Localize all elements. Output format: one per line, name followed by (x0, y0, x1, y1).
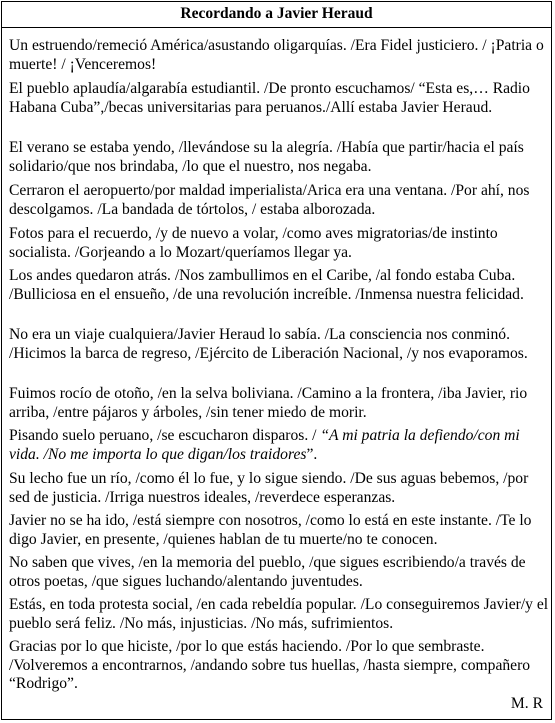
stanza-5: Fotos para el recuerdo, /y de nuevo a volar, /como aves migratorias/de instinto socialista. /Gorjeando a lo Mozart/queríamos llegar ya. (9, 225, 498, 261)
stanza-9-lead: Pisando suelo peruano, /se escucharon disparos. / (9, 427, 321, 444)
stanza-7: No era un viaje cualquiera/Javier Heraud lo sabía. /La consciencia nos conminó. /Hicimos la barca de regreso, /Ejército de Liberación Nacional, /y nos evaporamos. (9, 326, 528, 362)
poem-document (1, 1, 552, 720)
title-divider (2, 27, 551, 28)
stanza-6: Los andes quedaron atrás. /Nos zambullimos en el Caribe, /al fondo estaba Cuba. /Bulliciosa en el ensueño, /de una revolución increíble. /Inmensa nuestra felicidad. (9, 267, 524, 303)
stanza-1: Un estruendo/remeció América/asustando oligarquías. /Era Fidel justiciero. / ¡Patria o muerte! / ¡Venceremos! (9, 37, 544, 73)
stanza-2: El pueblo aplaudía/algarabía estudiantil. /De pronto escuchamos/ “Esta es,… Radio Habana Cuba”,/becas universitarias para peruanos./Allí estaba Javier Heraud. (9, 80, 530, 116)
stanza-13: Estás, en toda protesta social, /en cada rebeldía popular. /Lo conseguiremos Javier/y el pueblo será feliz. /No más, injusticias. /No más, sufrimientos. (9, 596, 549, 632)
stanza-8: Fuimos rocío de otoño, /en la selva boliviana. /Camino a la frontera, /iba Javier, rio arriba, /entre pájaros y árboles, /sin tener miedo de morir. (9, 385, 528, 421)
poem-title: Recordando a Javier Heraud (180, 5, 373, 22)
stanza-9-tail: ”. (306, 445, 318, 463)
stanza-9-quote: “A mi patria la defiendo/con mi vida. /No me importa lo que digan/los traidores (9, 427, 520, 463)
stanza-12: No saben que vives, /en la memoria del pueblo, /que sigues escribiendo/a través de otros poetas, /que sigues luchando/alentando juventudes. (9, 554, 526, 590)
stanza-9 (9, 427, 549, 464)
stanza-4: Cerraron el aeropuerto/por maldad imperialista/Arica era una ventana. /Por ahí, nos descolgamos. /La bandada de tórtolos, / estaba alborozada. (9, 182, 530, 218)
stanza-11: Javier no se ha ido, /está siempre con nosotros, /como lo está en este instante. /Te lo digo Javier, en presente, /quienes hablan de tu muerte/no te conocen. (9, 512, 532, 548)
stanza-14: Gracias por lo que hiciste, /por lo que estás haciendo. /Por lo que sembraste. /Volveremos a encontrarnos, /andando sobre tus huellas, /hasta siempre, compañero “Rodrigo”. (9, 638, 531, 692)
stanza-10: Su lecho fue un río, /como él lo fue, y lo sigue siendo. /De sus aguas bebemos, /por sed de justicia. /Irriga nuestros ideales, /reverdece esperanzas. (9, 470, 529, 506)
stanza-3: El verano se estaba yendo, /llevándose su la alegría. /Había que partir/hacia el país solidario/que nos brindaba, /lo que el nuestro, nos negaba. (9, 139, 524, 175)
signature: M. R (510, 695, 543, 712)
